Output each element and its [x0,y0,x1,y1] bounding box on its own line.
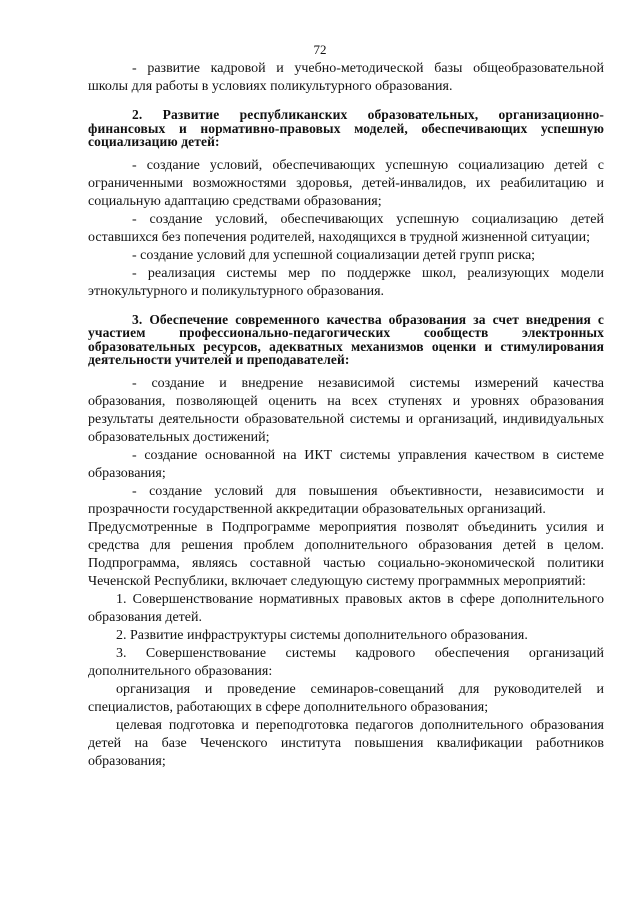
page-content [88,60,604,771]
list-item: - создание условий, обеспечивающих успешную социализацию детей с ограниченными возможностями здоровья, детей-инвалидов, их реабилитацию и социальную адаптацию средствами образования; [88,157,604,209]
numbered-item: 2. Развитие инфраструктуры системы дополнительного образования. [116,627,528,643]
list-item: - создание условий для успешной социализации детей групп риска; [132,247,536,263]
section-heading: 3. Обеспечение современного качества образования за счет внедрения с участием профессионально-педагогических сообществ электронных образовательных ресурсов, адекватных механизмов оценки и стимулирования деятельности учителей и преподавателей: [88,311,604,367]
summary-paragraph: Предусмотренные в Подпрограмме мероприятия позволят объединить усилия и средства для решения проблем дополнительного образования детей в целом. Подпрограмма, являясь составной частью социально-экономической политики Чеченской Республики, включает следующую систему программных мероприятий: [88,519,604,589]
section-heading-3-wrap [88,313,604,367]
sub-item: целевая подготовка и переподготовка педагогов дополнительного образования детей на базе Чеченского института повышения квалификации работников образования; [88,717,604,769]
paragraph: - развитие кадровой и учебно-методической базы общеобразовательной школы для работы в условиях поликультурного образования. [88,61,604,94]
page-number: 72 [313,42,327,57]
list-item: - создание и внедрение независимой системы измерений качества образования, позволяющей оценить на всех ступенях и уровнях образования результаты деятельности образовательной системы и организаций, индивидуальных образовательных достижений; [88,375,604,445]
sub-item: организация и проведение семинаров-совещаний для руководителей и специалистов, работающих в сфере дополнительного образования; [88,681,604,715]
numbered-item: 1. Совершенствование нормативных правовых актов в сфере дополнительного образования детей. [88,591,604,625]
list-item: - создание условий, обеспечивающих успешную социализацию детей оставшихся без попечения родителей, находящихся в трудной жизненной ситуации; [88,211,604,245]
numbered-item: 3. Совершенствование системы кадрового обеспечения организаций дополнительного образования: [88,645,604,679]
section-heading-2-wrap [88,108,604,149]
section-heading: 2. Развитие республиканских образовательных, организационно-финансовых и нормативно-правовых моделей, обеспечивающих успешную социализацию детей: [88,107,604,149]
list-item: - создание основанной на ИКТ системы управления качеством в системе образования; [88,447,604,481]
list-item: - реализация системы мер по поддержке школ, реализующих модели этнокультурного и поликультурного образования. [88,265,604,299]
list-item: - создание условий для повышения объективности, независимости и прозрачности государственной аккредитации образовательных организаций. [88,483,604,517]
